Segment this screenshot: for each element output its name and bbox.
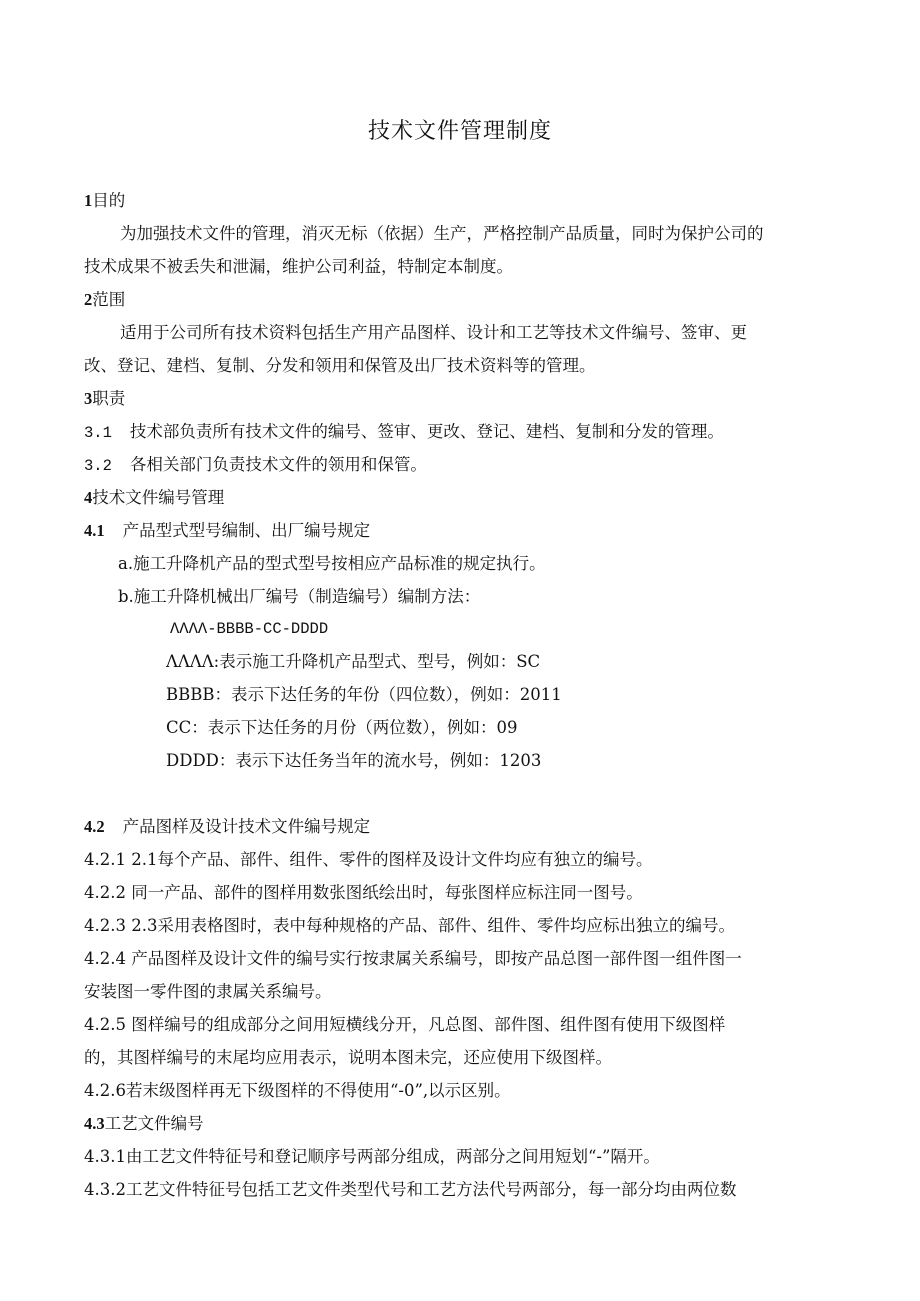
section-4-heading — [84, 486, 224, 510]
paragraph-line: 4.2.2 同一产品、部件的图样用数张图纸绘出时，每张图样应标注同一图号。 — [84, 883, 643, 902]
section-number: 2 — [84, 290, 93, 309]
paragraph-line: 安装图一零件图的隶属关系编号。 — [84, 982, 332, 1001]
section-title: 范围 — [92, 290, 126, 309]
subsection-title: 产品图样及设计技术文件编号规定 — [122, 817, 371, 836]
section-title: 技术文件编号管理 — [92, 488, 225, 507]
section-2-heading — [84, 288, 125, 312]
item-text: 各相关部门负责技术文件的领用和保管。 — [129, 455, 427, 474]
paragraph-line: 4.3.2工艺文件特征号包括工艺文件类型代号和工艺方法代号两部分，每一部分均由两位数 — [84, 1180, 737, 1199]
list-item — [84, 420, 724, 445]
paragraph-line: 4.2.3 2.3采用表格图时，表中每种规格的产品、部件、组件、零件均应标出独立的编号。 — [84, 916, 735, 935]
paragraph-line: 4.2.4 产品图样及设计文件的编号实行按隶属关系编号，即按产品总图一部件图一组件图一 — [84, 949, 742, 968]
list-item: a.施工升降机产品的型式型号按相应产品标准的规定执行。 — [118, 554, 546, 573]
paragraph-line: 为加强技术文件的管理，消灭无标（依据）生产，严格控制产品质量，同时为保护公司的 — [120, 224, 764, 243]
paragraph-line: 4.2.1 2.1每个产品、部件、组件、零件的图样及设计文件均应有独立的编号。 — [84, 850, 653, 869]
subsection-number: 4.1 — [84, 521, 105, 540]
document-title: 技术文件管理制度 — [367, 119, 552, 144]
subsection-number: 4.2 — [84, 817, 105, 836]
subsection-4-2-heading — [84, 815, 370, 839]
list-item: b.施工升降机械出厂编号（制造编号）编制方法： — [118, 587, 481, 606]
subsection-title: 工艺文件编号 — [104, 1114, 204, 1133]
section-3-heading — [84, 387, 125, 411]
paragraph-line: 4.2.6若末级图样再无下级图样的不得使用“-0”,以示区别。 — [84, 1081, 511, 1100]
item-number: 3.2 — [84, 457, 112, 475]
paragraph-line: 的，其图样编号的末尾均应用表示，说明本图未完，还应使用下级图样。 — [84, 1048, 612, 1067]
section-number: 4 — [84, 488, 93, 507]
subsection-4-3-heading — [84, 1112, 204, 1136]
definition-line: BBBB：表示下达任务的年份（四位数），例如：2011 — [166, 685, 562, 704]
subsection-4-1-heading — [84, 519, 370, 543]
section-title: 目的 — [92, 191, 126, 210]
list-item — [84, 453, 427, 478]
definition-line: ΛΛΛΛ:表示施工升降机产品型式、型号，例如：SC — [166, 652, 541, 671]
item-text: 技术部负责所有技术文件的编号、签审、更改、登记、建档、复制和分发的管理。 — [129, 422, 724, 441]
section-number: 1 — [84, 191, 93, 210]
paragraph-line: 4.3.1由工艺文件特征号和登记顺序号两部分组成，两部分之间用短划“-”隔开。 — [84, 1147, 660, 1166]
subsection-number: 4.3 — [84, 1114, 105, 1133]
paragraph-line: 适用于公司所有技术资料包括生产用产品图样、设计和工艺等技术文件编号、签审、更 — [120, 323, 747, 342]
definition-line: DDDD：表示下达任务当年的流水号，例如：1203 — [166, 751, 542, 770]
serial-format: ΛΛΛΛ-BBBB-CC-DDDD — [170, 620, 329, 638]
item-number: 3.1 — [84, 424, 112, 442]
section-number: 3 — [84, 389, 93, 408]
subsection-title: 产品型式型号编制、出厂编号规定 — [122, 521, 371, 540]
paragraph-line: 技术成果不被丢失和泄漏，维护公司利益，特制定本制度。 — [84, 257, 513, 276]
section-1-heading — [84, 189, 125, 213]
section-title: 职责 — [92, 389, 126, 408]
paragraph-line: 改、登记、建档、复制、分发和领用和保管及出厂技术资料等的管理。 — [84, 356, 596, 375]
definition-line: CC：表示下达任务的月份（两位数），例如：09 — [166, 718, 518, 737]
paragraph-line: 4.2.5 图样编号的组成部分之间用短横线分开，凡总图、部件图、组件图有使用下级图样 — [84, 1015, 726, 1034]
